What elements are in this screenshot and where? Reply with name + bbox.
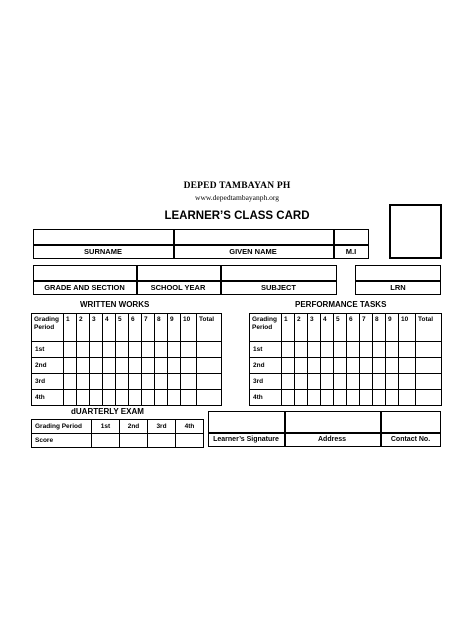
- column-header: 8: [373, 314, 386, 342]
- card-title: LEARNER’S CLASS CARD: [164, 210, 310, 222]
- period-label: 3rd: [32, 374, 64, 390]
- total-header: Total: [416, 314, 442, 342]
- signature-label: Learner’s Signature: [213, 436, 279, 443]
- column-header: 5: [116, 314, 129, 342]
- column-header: 8: [155, 314, 168, 342]
- total-header: Total: [197, 314, 222, 342]
- table-row: [32, 390, 222, 406]
- grade-section-label: GRADE AND SECTION: [44, 283, 125, 292]
- table-header-row: [250, 314, 442, 342]
- table-row: [250, 342, 442, 358]
- column-header: 1: [282, 314, 295, 342]
- table-header-row: [32, 314, 222, 342]
- column-header: 9: [386, 314, 399, 342]
- performance-tasks-table: [249, 313, 442, 406]
- table-row: [32, 374, 222, 390]
- school-year-label: SCHOOL YEAR: [150, 283, 206, 292]
- column-header: 4: [321, 314, 334, 342]
- address-label: Address: [317, 436, 346, 443]
- photo-box: [389, 204, 442, 259]
- table-row: [32, 342, 222, 358]
- mi-label: M.I: [345, 247, 357, 256]
- surname-label: SURNAME: [84, 247, 122, 256]
- period-label: 2nd: [32, 358, 64, 374]
- table-row: [250, 358, 442, 374]
- quarterly-exam-table: [31, 419, 204, 448]
- column-header: 7: [142, 314, 155, 342]
- table-header-row: [32, 420, 204, 434]
- given-name-label: GIVEN NAME: [229, 247, 277, 256]
- column-header: 7: [360, 314, 373, 342]
- subject-label: SUBJECT: [260, 283, 296, 292]
- info-section: [33, 265, 337, 295]
- column-header: 6: [347, 314, 360, 342]
- signature-row-divider: [208, 432, 441, 434]
- contact-label: Contact No.: [390, 436, 431, 443]
- table-row: [32, 358, 222, 374]
- period-label: 2nd: [250, 358, 282, 374]
- grading-period-header: Grading Period: [32, 420, 92, 434]
- quarter-header: 4th: [176, 420, 204, 434]
- grading-period-header: Grading Period: [250, 314, 282, 342]
- column-header: 6: [129, 314, 142, 342]
- written-works-title: WRITTEN WORKS: [80, 300, 150, 309]
- grading-period-header: Grading Period: [32, 314, 64, 342]
- name-divider: [33, 244, 369, 246]
- quarter-header: 2nd: [120, 420, 148, 434]
- written-works-table: [31, 313, 222, 406]
- info-divider: [33, 280, 337, 282]
- lrn-label: LRN: [390, 283, 406, 292]
- table-row: [32, 434, 204, 448]
- quarter-header: 3rd: [148, 420, 176, 434]
- column-header: 9: [168, 314, 181, 342]
- performance-tasks-title: PERFORMANCE TASKS: [295, 300, 387, 309]
- period-label: 4th: [250, 390, 282, 406]
- brand-url: www.depedtambayanph.org: [195, 193, 279, 202]
- column-header: 2: [295, 314, 308, 342]
- table-row: [250, 390, 442, 406]
- brand-title: DEPED TAMBAYAN PH: [183, 181, 291, 191]
- signature-section: [208, 411, 441, 447]
- period-label: 1st: [250, 342, 282, 358]
- column-header: 10: [181, 314, 197, 342]
- column-header: 3: [90, 314, 103, 342]
- lrn-section: [355, 265, 441, 295]
- column-header: 4: [103, 314, 116, 342]
- score-label: Score: [32, 434, 92, 448]
- lrn-divider: [355, 280, 441, 282]
- table-row: [250, 374, 442, 390]
- name-section: [33, 229, 369, 259]
- column-header: 2: [77, 314, 90, 342]
- quarterly-exam-title: dUARTERLY EXAM: [71, 407, 144, 416]
- period-label: 3rd: [250, 374, 282, 390]
- period-label: 1st: [32, 342, 64, 358]
- quarter-header: 1st: [92, 420, 120, 434]
- period-label: 4th: [32, 390, 64, 406]
- column-header: 1: [64, 314, 77, 342]
- column-header: 3: [308, 314, 321, 342]
- column-header: 10: [399, 314, 416, 342]
- column-header: 5: [334, 314, 347, 342]
